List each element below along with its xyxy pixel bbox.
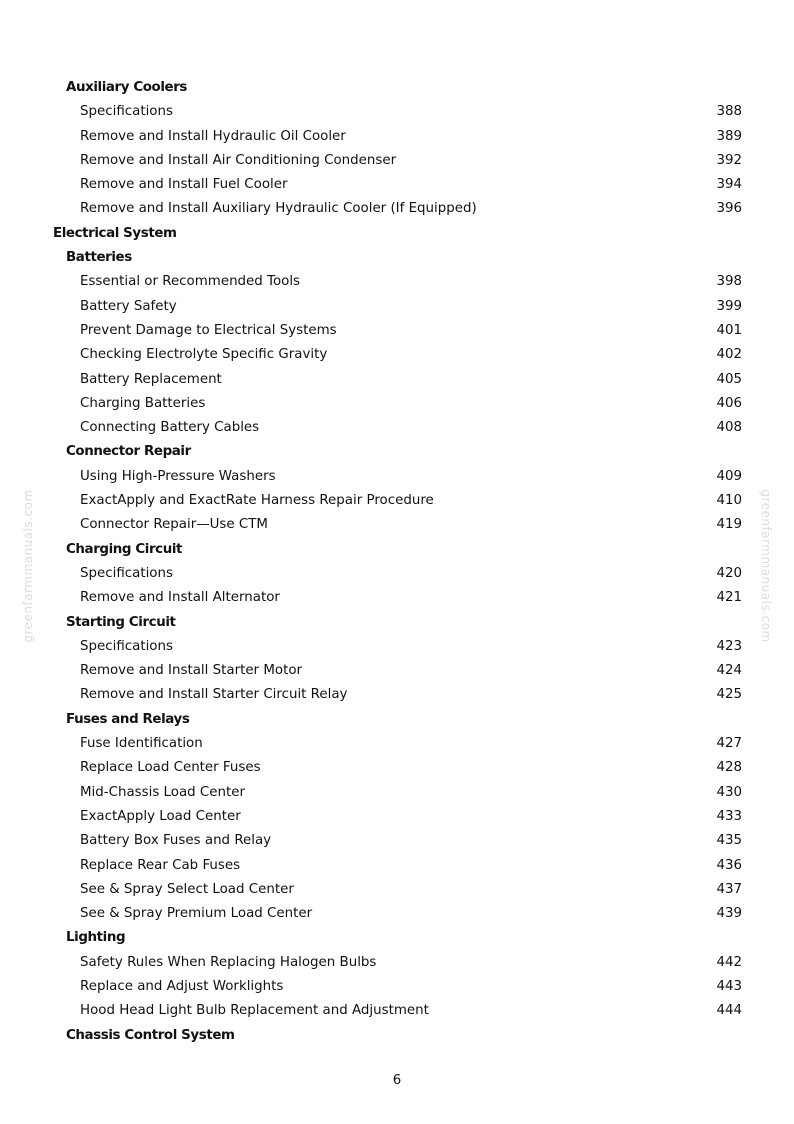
toc-entry[interactable] bbox=[0, 586, 794, 610]
toc-entry-page-number: 394 bbox=[716, 177, 742, 193]
toc-entry-page-number: 389 bbox=[716, 128, 742, 144]
toc-section-heading[interactable] bbox=[0, 926, 794, 950]
toc-entry-title: Battery Safety bbox=[80, 298, 177, 314]
toc-entry-page-number: 398 bbox=[716, 274, 742, 290]
toc-entry[interactable] bbox=[0, 975, 794, 999]
toc-entry[interactable] bbox=[0, 416, 794, 440]
toc-entry-page-number: 406 bbox=[716, 395, 742, 411]
watermark-left: greenfarmmanuals.com bbox=[21, 489, 35, 643]
toc-entry-title: Using High-Pressure Washers bbox=[80, 468, 276, 484]
toc-entry-page-number: 396 bbox=[716, 201, 742, 217]
toc-entry-page-number: 392 bbox=[716, 152, 742, 168]
toc-entry[interactable] bbox=[0, 100, 794, 124]
toc-entry[interactable] bbox=[0, 878, 794, 902]
toc-entry-title: Lighting bbox=[66, 930, 126, 946]
toc-entry-title: Remove and Install Auxiliary Hydraulic Cooler (If Equipped) bbox=[80, 201, 477, 217]
toc-entry[interactable] bbox=[0, 999, 794, 1023]
toc-entry-page-number: 439 bbox=[716, 906, 742, 922]
toc-entry[interactable] bbox=[0, 829, 794, 853]
toc-entry-title: Replace Load Center Fuses bbox=[80, 760, 261, 776]
toc-entry-title: Auxiliary Coolers bbox=[66, 80, 188, 95]
toc-entry-title: Connector Repair—Use CTM bbox=[80, 517, 268, 533]
toc-entry[interactable] bbox=[0, 489, 794, 513]
toc-entry-title: Fuse Identification bbox=[80, 736, 203, 752]
toc-entry-title: Remove and Install Hydraulic Oil Cooler bbox=[80, 128, 346, 144]
toc-entry-page-number: 420 bbox=[716, 565, 742, 581]
toc-entry-title: Charging Batteries bbox=[80, 395, 206, 411]
toc-entry[interactable] bbox=[0, 902, 794, 926]
toc-entry-title: ExactApply and ExactRate Harness Repair Procedure bbox=[80, 493, 434, 509]
toc-entry-page-number: 401 bbox=[716, 322, 742, 338]
toc-section-heading[interactable] bbox=[0, 222, 794, 246]
toc-entry-page-number: 425 bbox=[716, 687, 742, 703]
toc-entry-page-number: 409 bbox=[716, 468, 742, 484]
toc-entry[interactable] bbox=[0, 951, 794, 975]
toc-entry-title: Remove and Install Starter Circuit Relay bbox=[80, 687, 348, 703]
toc-entry-page-number: 442 bbox=[716, 954, 742, 970]
toc-entry[interactable] bbox=[0, 295, 794, 319]
toc-entry-title: Hood Head Light Bulb Replacement and Adjustment bbox=[80, 1003, 429, 1019]
toc-entry[interactable] bbox=[0, 513, 794, 537]
toc-entry[interactable] bbox=[0, 635, 794, 659]
toc-entry[interactable] bbox=[0, 270, 794, 294]
toc-entry-page-number: 433 bbox=[716, 808, 742, 824]
toc-entry-title: Remove and Install Starter Motor bbox=[80, 663, 303, 679]
toc-section-heading[interactable] bbox=[0, 246, 794, 270]
toc-entry-title: See & Spray Premium Load Center bbox=[80, 906, 313, 922]
toc-entry-page-number: 437 bbox=[716, 881, 742, 897]
table-of-contents bbox=[0, 76, 794, 1048]
toc-entry-title: ExactApply Load Center bbox=[80, 808, 241, 824]
toc-entry[interactable] bbox=[0, 562, 794, 586]
toc-entry-page-number: 423 bbox=[716, 638, 742, 654]
toc-entry-title: Battery Replacement bbox=[80, 371, 222, 387]
toc-entry-title: Specifications bbox=[80, 104, 173, 120]
toc-entry-title: Starting Circuit bbox=[66, 614, 176, 630]
toc-entry[interactable] bbox=[0, 125, 794, 149]
toc-entry[interactable] bbox=[0, 197, 794, 221]
toc-entry[interactable] bbox=[0, 854, 794, 878]
toc-entry-title: Batteries bbox=[66, 250, 132, 266]
toc-entry-title: Remove and Install Fuel Cooler bbox=[80, 177, 288, 193]
toc-section-heading[interactable] bbox=[0, 1024, 794, 1048]
toc-entry[interactable] bbox=[0, 756, 794, 780]
toc-entry-page-number: 443 bbox=[716, 978, 742, 994]
toc-entry-page-number: 424 bbox=[716, 663, 742, 679]
toc-entry[interactable] bbox=[0, 659, 794, 683]
toc-entry[interactable] bbox=[0, 465, 794, 489]
toc-entry-page-number: 421 bbox=[716, 590, 742, 606]
toc-entry[interactable] bbox=[0, 368, 794, 392]
toc-entry-title: Connecting Battery Cables bbox=[80, 420, 260, 436]
toc-entry-title: Replace and Adjust Worklights bbox=[80, 978, 284, 994]
toc-entry-page-number: 428 bbox=[716, 760, 742, 776]
toc-entry-title: Electrical System bbox=[53, 225, 177, 241]
toc-entry-title: Safety Rules When Replacing Halogen Bulbs bbox=[80, 954, 377, 970]
toc-entry-page-number: 405 bbox=[716, 371, 742, 387]
toc-entry-title: Checking Electrolyte Specific Gravity bbox=[80, 347, 328, 363]
toc-section-heading[interactable] bbox=[0, 611, 794, 635]
toc-entry[interactable] bbox=[0, 781, 794, 805]
toc-entry-page-number: 399 bbox=[716, 298, 742, 314]
toc-entry[interactable] bbox=[0, 343, 794, 367]
toc-entry-title: See & Spray Select Load Center bbox=[80, 881, 294, 897]
toc-entry[interactable] bbox=[0, 149, 794, 173]
toc-entry[interactable] bbox=[0, 732, 794, 756]
toc-entry-title: Chassis Control System bbox=[66, 1027, 235, 1043]
toc-entry-page-number: 410 bbox=[716, 493, 742, 509]
toc-entry-title: Essential or Recommended Tools bbox=[80, 274, 301, 290]
watermark-right: greenfarmmanuals.com bbox=[759, 489, 773, 643]
toc-entry-title: Charging Circuit bbox=[66, 541, 183, 557]
toc-entry-page-number: 402 bbox=[716, 347, 742, 363]
toc-entry-title: Fuses and Relays bbox=[66, 711, 190, 727]
toc-entry[interactable] bbox=[0, 173, 794, 197]
toc-entry-page-number: 430 bbox=[716, 784, 742, 800]
toc-entry-page-number: 444 bbox=[716, 1003, 742, 1019]
toc-entry-page-number: 436 bbox=[716, 857, 742, 873]
toc-entry-title: Prevent Damage to Electrical Systems bbox=[80, 322, 337, 338]
toc-entry-title: Specifications bbox=[80, 565, 173, 581]
toc-entry-title: Remove and Install Alternator bbox=[80, 590, 280, 606]
toc-entry[interactable] bbox=[0, 683, 794, 707]
toc-section-heading[interactable] bbox=[0, 708, 794, 732]
toc-entry-page-number: 388 bbox=[716, 104, 742, 120]
toc-entry-page-number: 408 bbox=[716, 420, 742, 436]
toc-entry-title: Connector Repair bbox=[66, 444, 191, 460]
toc-entry-title: Remove and Install Air Conditioning Condenser bbox=[80, 152, 397, 168]
toc-entry-page-number: 419 bbox=[716, 517, 742, 533]
toc-entry-title: Mid-Chassis Load Center bbox=[80, 784, 246, 800]
page-number: 6 bbox=[392, 1073, 402, 1088]
toc-section-heading[interactable] bbox=[0, 76, 794, 100]
toc-entry-page-number: 427 bbox=[716, 736, 742, 752]
toc-entry[interactable] bbox=[0, 392, 794, 416]
toc-entry[interactable] bbox=[0, 319, 794, 343]
toc-entry-title: Replace Rear Cab Fuses bbox=[80, 857, 241, 873]
toc-entry[interactable] bbox=[0, 805, 794, 829]
toc-entry-title: Battery Box Fuses and Relay bbox=[80, 833, 272, 849]
toc-section-heading[interactable] bbox=[0, 440, 794, 464]
toc-section-heading[interactable] bbox=[0, 538, 794, 562]
toc-entry-title: Specifications bbox=[80, 638, 173, 654]
toc-entry-page-number: 435 bbox=[716, 833, 742, 849]
